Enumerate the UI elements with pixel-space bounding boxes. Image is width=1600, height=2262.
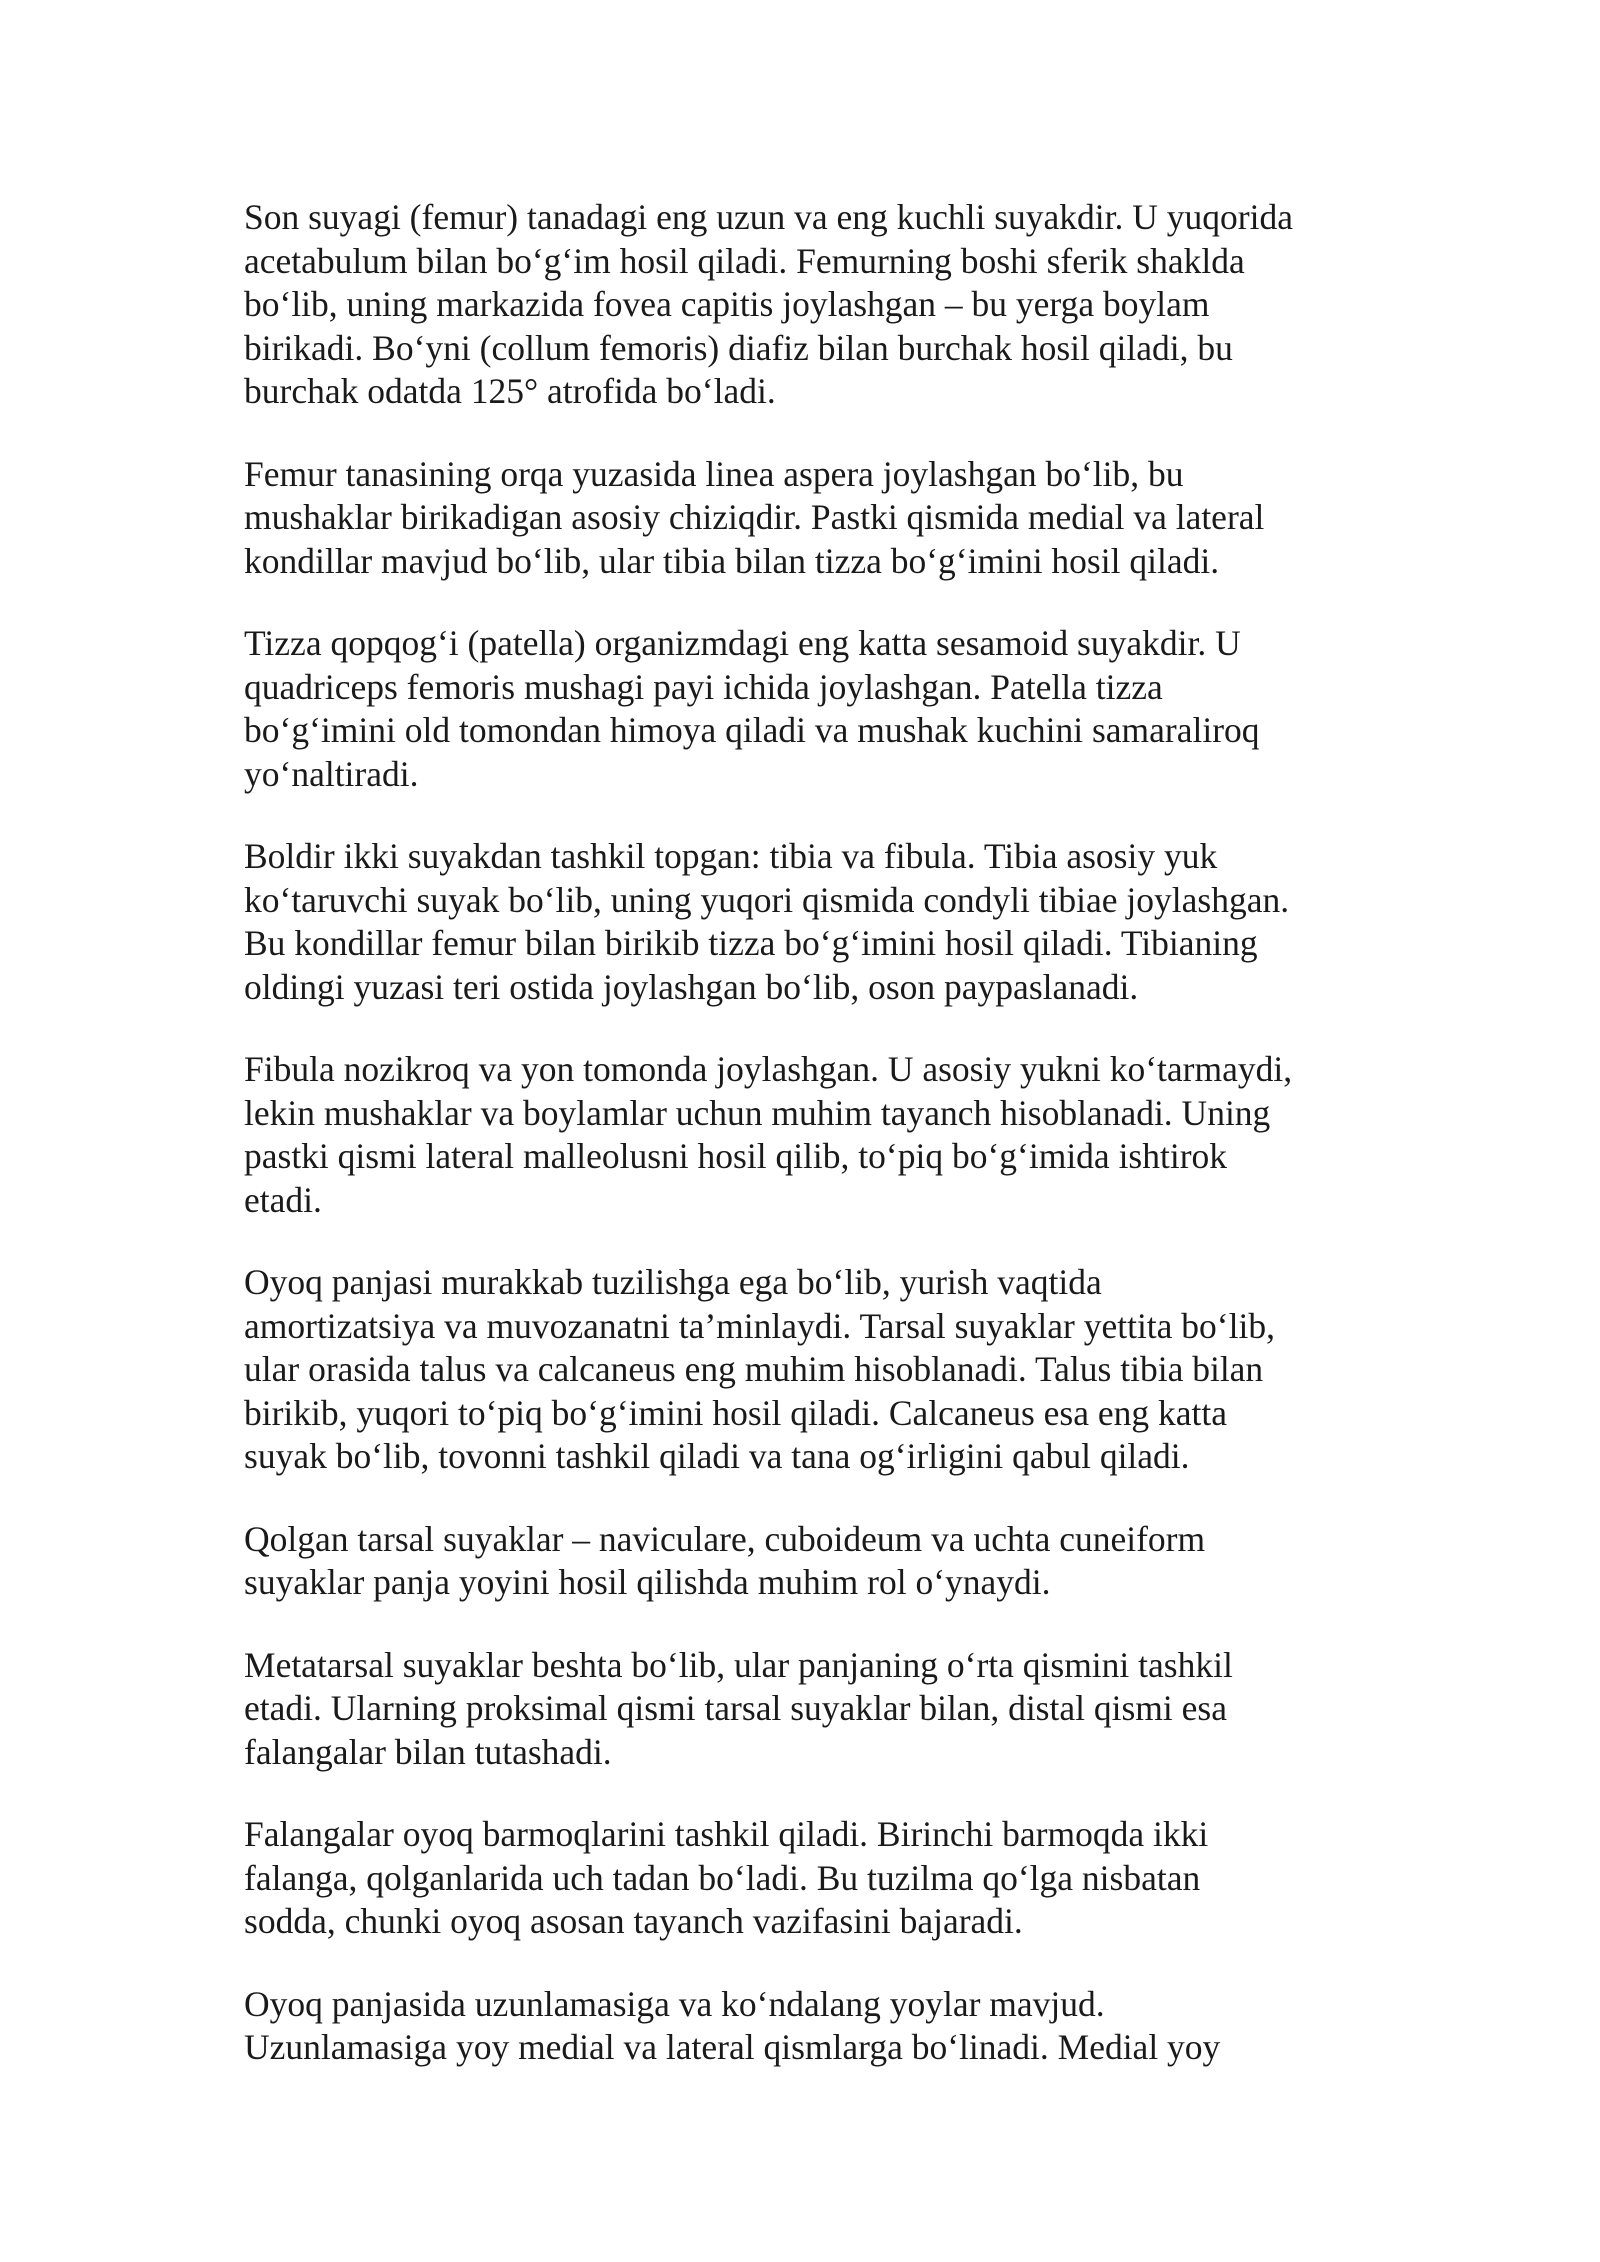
- text-line: Boldir ikki suyakdan tashkil topgan: tibia va fibula. Tibia asosiy yuk: [244, 836, 1218, 876]
- text-line: bo‘lib, uning markazida fovea capitis joylashgan – bu yerga boylam: [244, 284, 1210, 324]
- text-line: sodda, chunki oyoq asosan tayanch vazifasini bajaradi.: [244, 1901, 1023, 1941]
- text-line: burchak odatda 125° atrofida bo‘ladi.: [244, 371, 776, 411]
- text-line: Tizza qopqog‘i (patella) organizmdagi eng katta sesamoid suyakdir. U: [244, 623, 1241, 663]
- text-line: Qolgan tarsal suyaklar – naviculare, cuboideum va uchta cuneiform: [244, 1518, 1206, 1559]
- document-body: [244, 196, 1374, 2109]
- paragraph-oyoq-panjasi: [244, 1261, 1374, 1479]
- text-line: quadriceps femoris mushagi payi ichida joylashgan. Patella tizza: [244, 666, 1163, 707]
- text-line: Metatarsal suyaklar beshta bo‘lib, ular panjaning o‘rta qismini tashkil: [244, 1644, 1233, 1685]
- text-line: ko‘taruvchi suyak bo‘lib, uning yuqori qismida condyli tibiae joylashgan.: [244, 879, 1290, 920]
- paragraph-linea-aspera: [244, 453, 1374, 584]
- paragraph-patella: [244, 622, 1374, 796]
- text-line: Oyoq panjasida uzunlamasiga va ko‘ndalang yoylar mavjud.: [244, 1983, 1105, 2024]
- text-line: amortizatsiya va muvozanatni ta’minlaydi. Tarsal suyaklar yettita bo‘lib,: [244, 1305, 1275, 1346]
- text-line: Oyoq panjasi murakkab tuzilishga ega bo‘lib, yurish vaqtida: [244, 1262, 1102, 1302]
- text-line: ular orasida talus va calcaneus eng muhim hisoblanadi. Talus tibia bilan: [244, 1349, 1264, 1389]
- text-line: etadi. Ularning proksimal qismi tarsal suyaklar bilan, distal qismi esa: [244, 1688, 1227, 1728]
- text-line: birikib, yuqori to‘piq bo‘g‘imini hosil qiladi. Calcaneus esa eng katta: [244, 1392, 1227, 1433]
- paragraph-femur: [244, 196, 1374, 414]
- text-line: kondillar mavjud bo‘lib, ular tibia bilan tizza bo‘g‘imini hosil qiladi.: [244, 540, 1220, 581]
- paragraph-metatarsal: [244, 1644, 1374, 1775]
- text-line: suyaklar panja yoyini hosil qilishda muhim rol o‘ynaydi.: [244, 1562, 1051, 1602]
- text-line: Fibula nozikroq va yon tomonda joylashgan. U asosiy yukni ko‘tarmaydi,: [244, 1049, 1293, 1089]
- paragraph-yoylar: [244, 1983, 1374, 2070]
- text-line: yo‘naltiradi.: [244, 753, 419, 794]
- text-line: lekin mushaklar va boylamlar uchun muhim tayanch hisoblanadi. Uning: [244, 1092, 1271, 1133]
- text-line: birikadi. Bo‘yni (collum femoris) diafiz bilan burchak hosil qiladi, bu: [244, 327, 1233, 368]
- text-line: bo‘g‘imini old tomondan himoya qiladi va mushak kuchini samaraliroq: [244, 710, 1260, 750]
- paragraph-falangalar: [244, 1813, 1374, 1944]
- text-line: oldingi yuzasi teri ostida joylashgan bo‘lib, oson paypaslanadi.: [244, 966, 1139, 1007]
- text-line: Femur tanasining orqa yuzasida linea aspera joylashgan bo‘lib, bu: [244, 453, 1184, 494]
- text-line: acetabulum bilan bo‘g‘im hosil qiladi. Femurning boshi sferik shaklda: [244, 240, 1245, 281]
- text-line: mushaklar birikadigan asosiy chiziqdir. Pastki qismida medial va lateral: [244, 497, 1265, 537]
- text-line: Uzunlamasiga yoy medial va lateral qismlarga bo‘linadi. Medial yoy: [244, 2027, 1221, 2067]
- text-line: etadi.: [244, 1179, 322, 1220]
- text-line: suyak bo‘lib, tovonni tashkil qiladi va tana og‘irligini qabul qiladi.: [244, 1436, 1190, 1476]
- text-line: falangalar bilan tutashadi.: [244, 1731, 612, 1772]
- text-line: Bu kondillar femur bilan birikib tizza bo‘g‘imini hosil qiladi. Tibianing: [244, 923, 1258, 963]
- text-line: Falangalar oyoq barmoqlarini tashkil qiladi. Birinchi barmoqda ikki: [244, 1814, 1209, 1854]
- paragraph-fibula: [244, 1048, 1374, 1222]
- text-line: falanga, qolganlarida uch tadan bo‘ladi. Bu tuzilma qo‘lga nisbatan: [244, 1857, 1201, 1898]
- paragraph-tibia: [244, 835, 1374, 1009]
- text-line: pastki qismi lateral malleolusni hosil qilib, to‘piq bo‘g‘imida ishtirok: [244, 1136, 1228, 1176]
- paragraph-tarsal: [244, 1518, 1374, 1605]
- text-line: Son suyagi (femur) tanadagi eng uzun va eng kuchli suyakdir. U yuqorida: [244, 197, 1293, 237]
